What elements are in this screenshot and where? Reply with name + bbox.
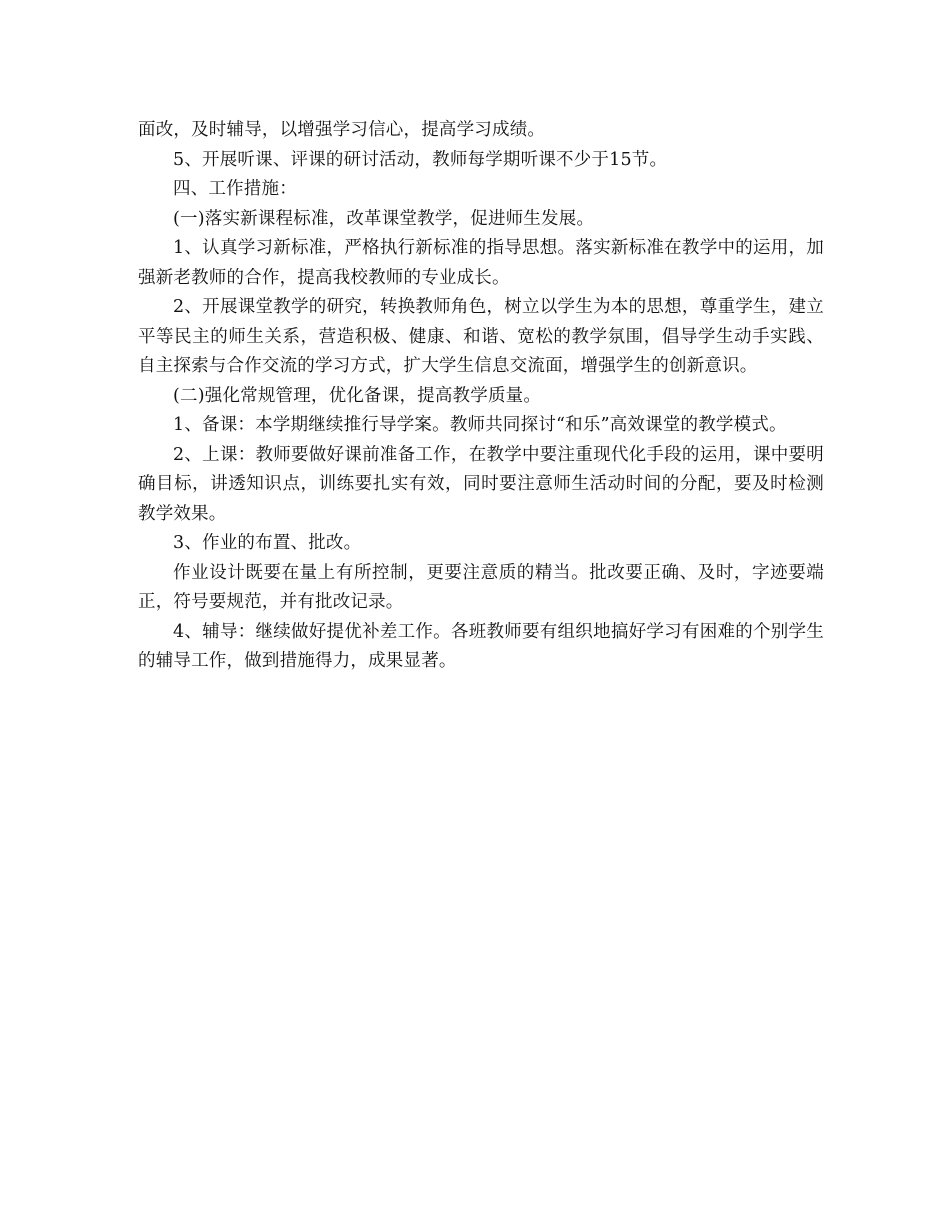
document-body	[138, 116, 824, 677]
paragraph-continuation: 面改，及时辅导，以增强学习信心，提高学习成绩。	[138, 120, 546, 140]
paragraph-classroom-research: 2、开展课堂教学的研究，转换教师角色，树立以学生为本的思想，尊重学生，建立平等民主的师生关系，营造积极、健康、和谐、宽松的教学氛围，倡导学生动手实践、自主探索与合作交流的学习方式，扩大学生信息交流面，增强学生的创新意识。	[138, 297, 824, 376]
paragraph-item-5-lesson-observation: 5、开展听课、评课的研讨活动，教师每学期听课不少于15节。	[173, 149, 668, 170]
section-heading-work-measures: 四、工作措施：	[173, 179, 297, 199]
subsection-heading-1: (一)落实新课程标准，改革课堂教学，促进师生发展。	[173, 208, 595, 229]
paragraph-homework-design: 作业设计既要在量上有所控制，更要注意质的精当。批改要正确、及时，字迹要端正，符号要规范，并有批改记录。	[138, 562, 824, 612]
paragraph-study-new-standards: 1、认真学习新标准，严格执行新标准的指导思想。落实新标准在教学中的运用，加强新老教师的合作，提高我校教师的专业成长。	[138, 238, 824, 288]
paragraph-teaching-class: 2、上课：教师要做好课前准备工作，在教学中要注重现代化手段的运用，课中要明确目标，讲透知识点，训练要扎实有效，同时要注意师生活动时间的分配，要及时检测教学效果。	[138, 444, 824, 524]
paragraph-lesson-preparation: 1、备课：本学期继续推行导学案。教师共同探讨“和乐”高效课堂的教学模式。	[173, 415, 787, 435]
subsection-heading-2: (二)强化常规管理，优化备课，提高教学质量。	[173, 385, 542, 406]
paragraph-homework-heading: 3、作业的布置、批改。	[173, 533, 362, 553]
paragraph-tutoring: 4、辅导：继续做好提优补差工作。各班教师要有组织地搞好学习有困难的个别学生的辅导工作，做到措施得力，成果显著。	[138, 621, 824, 671]
